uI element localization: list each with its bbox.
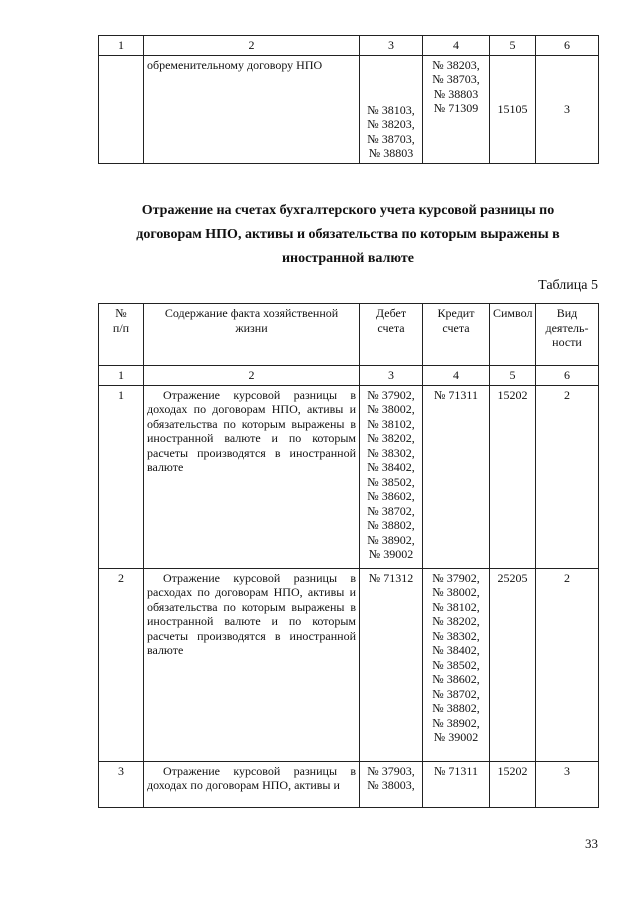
col-number: 5 [490, 366, 536, 386]
section-heading [98, 199, 598, 271]
debit-cell: № 38103, № 38203, № 38703, № 38803 [360, 55, 423, 163]
row-debit: № 37902, № 38002, № 38102, № 38202, № 38302, № 38402, № 38502, № 38602, № 38702, № 38802, № 38902, № 39002 [360, 385, 423, 568]
col-number: 3 [360, 36, 423, 56]
row-content: Отражение курсовой разницы в доходах по договорам НПО, активы и обязательства по которым выражены в иностранной валюте и по которым расчеты производятся в иностранной валюте [144, 385, 360, 568]
content-cell: обременительному договору НПО [144, 55, 360, 163]
header-symbol: Символ [490, 304, 536, 366]
row-debit: № 71312 [360, 568, 423, 761]
page-number: 33 [585, 836, 598, 851]
header-debit: Дебет счета [360, 304, 423, 366]
table-5 [98, 303, 599, 808]
row-credit: № 71311 [423, 385, 490, 568]
row-num: 2 [99, 568, 144, 761]
header-activity: Вид деятель- ности [536, 304, 599, 366]
row-activity: 3 [536, 761, 599, 807]
row-num: 1 [99, 385, 144, 568]
col-number: 2 [144, 366, 360, 386]
row-content: Отражение курсовой разницы в расходах по договорам НПО, активы и обязательства по которым выражены в иностранной валюте и по которым расчеты производятся в иностранной валюте [144, 568, 360, 761]
continuation-table [98, 35, 599, 164]
table-row [99, 385, 599, 568]
table-label: Таблица 5 [538, 278, 598, 293]
heading-line: иностранной валюте [281, 251, 415, 266]
heading-line: Отражение на счетах бухгалтерского учета курсовой разницы по [141, 203, 555, 218]
activity-cell: 3 [536, 55, 599, 163]
row-content: Отражение курсовой разницы в доходах по договорам НПО, активы и [144, 761, 360, 807]
header-row [99, 304, 599, 366]
row-credit: № 71311 [423, 761, 490, 807]
table-row [99, 761, 599, 807]
col-number: 1 [99, 366, 144, 386]
column-number-row [99, 366, 599, 386]
row-activity: 2 [536, 568, 599, 761]
column-number-row [99, 36, 599, 56]
header-credit: Кредит счета [423, 304, 490, 366]
heading-line: договорам НПО, активы и обязательства по которым выражены в [136, 227, 560, 242]
col-number: 2 [144, 36, 360, 56]
symbol-cell: 15105 [490, 55, 536, 163]
row-debit: № 37903, № 38003, [360, 761, 423, 807]
col-number: 4 [423, 36, 490, 56]
row-symbol: 25205 [490, 568, 536, 761]
col-number: 1 [99, 36, 144, 56]
num-cell [99, 55, 144, 163]
header-num: № п/п [99, 304, 144, 366]
row-symbol: 15202 [490, 385, 536, 568]
header-content: Содержание факта хозяйственной жизни [144, 304, 360, 366]
table-row [99, 55, 599, 163]
credit-cell: № 38203, № 38703, № 38803 № 71309 [423, 55, 490, 163]
col-number: 6 [536, 36, 599, 56]
col-number: 5 [490, 36, 536, 56]
col-number: 6 [536, 366, 599, 386]
table-row [99, 568, 599, 761]
col-number: 3 [360, 366, 423, 386]
row-activity: 2 [536, 385, 599, 568]
row-symbol: 15202 [490, 761, 536, 807]
col-number: 4 [423, 366, 490, 386]
row-credit: № 37902, № 38002, № 38102, № 38202, № 38302, № 38402, № 38502, № 38602, № 38702, № 38802, № 38902, № 39002 [423, 568, 490, 761]
row-num: 3 [99, 761, 144, 807]
